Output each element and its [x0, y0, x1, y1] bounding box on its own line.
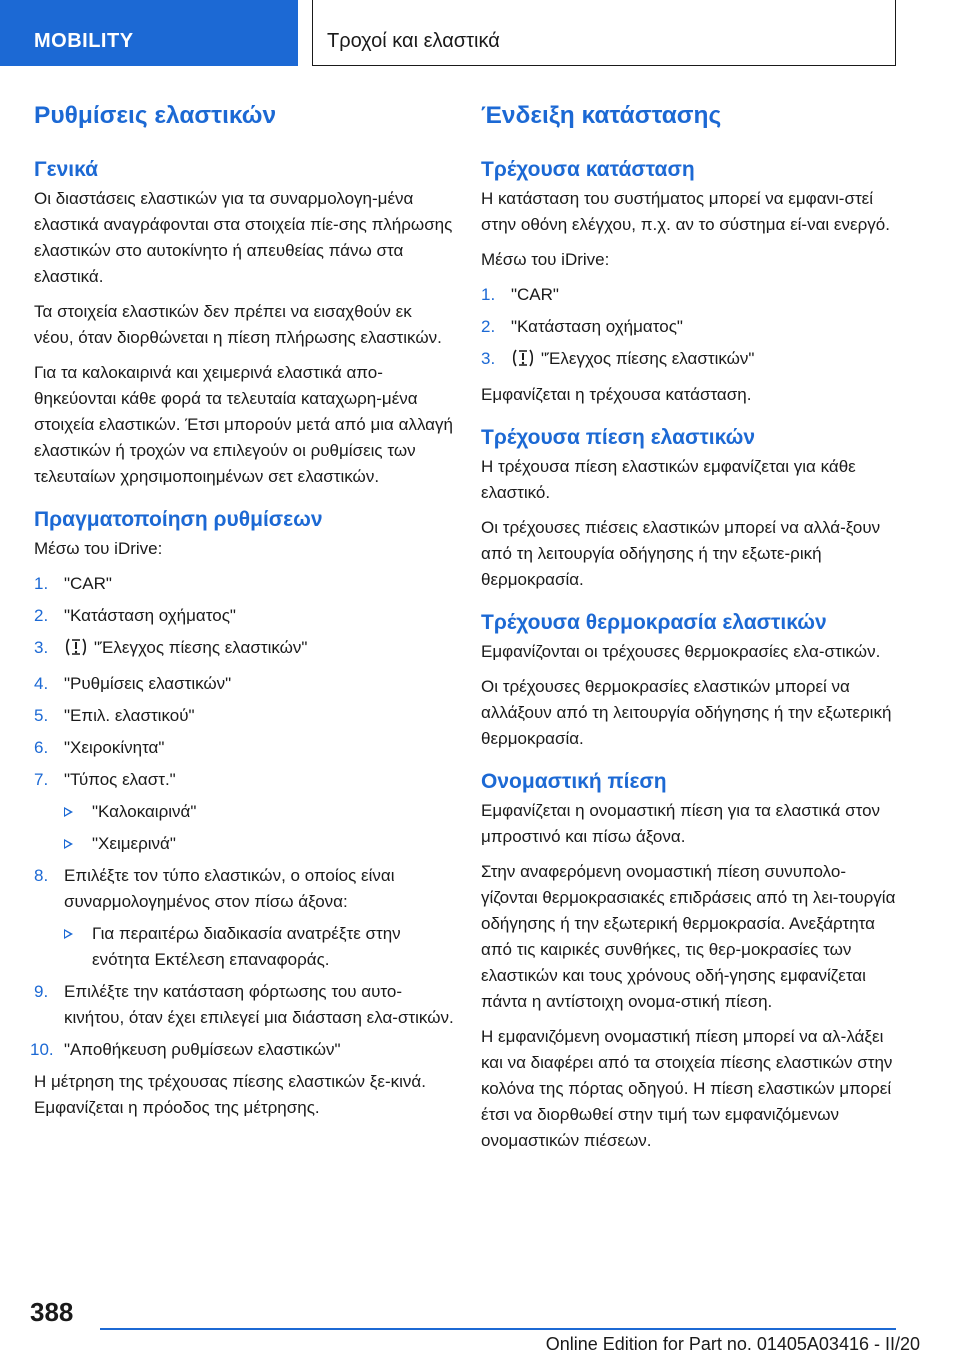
- step-number: 10.: [30, 1040, 54, 1059]
- section-tab: MOBILITY: [0, 0, 298, 66]
- paragraph: Η τρέχουσα πίεση ελαστικών εμφανίζεται για κάθε ελαστικό.: [481, 457, 856, 502]
- list-item: [34, 979, 454, 1031]
- step-number: 3.: [481, 349, 496, 368]
- paragraph: Οι τρέχουσες θερμοκρασίες ελαστικών μπορεί να αλλάξουν από τη λειτουργία οδήγησης ή την εξωτερική θερμοκρασία.: [481, 677, 892, 748]
- step-number: 1.: [481, 285, 496, 304]
- list-item: [34, 571, 454, 597]
- step-text: "CAR": [64, 574, 112, 593]
- edition-note: Online Edition for Part no. 01405A03416 - II/20: [545, 1334, 920, 1354]
- heading-perform-settings: Πραγματοποίηση ρυθμίσεων: [34, 508, 323, 531]
- heading-nominal-pressure: Ονομαστική πίεση: [481, 770, 667, 793]
- section-title-status-display: Ένδειξη κατάστασης: [481, 102, 722, 129]
- step-text: "Χειροκίνητα": [64, 738, 165, 757]
- sub-list-item: [64, 831, 454, 857]
- sub-item-text: Για περαιτέρω διαδικασία ανατρέξτε στην ενότητα Εκτέλεση επαναφοράς.: [92, 924, 401, 969]
- sub-list-item: [64, 799, 454, 825]
- paragraph: Στην αναφερόμενη ονομαστική πίεση συνυπολο-γίζονται θερμοκρασιακές επιδράσεις από τη λει-τουργία οδήγησης ή την εξωτερική θερμοκρασία. Ανεξάρτητα από τις καιρικές συνθήκες, τις θερ-μοκρασίες των ελαστικών και τους χρόνους οδή-γησης εμφανίζεται πάντα η αντίστοιχη ονομα-στική πίεση.: [481, 862, 896, 1011]
- step-text: "Τύπος ελαστ.": [64, 770, 176, 789]
- sub-item-text: "Καλοκαιρινά": [92, 802, 197, 821]
- tire-pressure-warning-icon: [511, 348, 535, 376]
- step-text: "Κατάσταση οχήματος": [511, 317, 683, 336]
- heading-current-pressure: Τρέχουσα πίεση ελαστικών: [481, 426, 755, 449]
- footer-divider: [100, 1328, 896, 1330]
- steps-list: [30, 571, 454, 1063]
- sub-list-item: [64, 921, 454, 973]
- list-item: [34, 635, 454, 665]
- step-number: 4.: [34, 674, 49, 693]
- heading-general: Γενικά: [34, 158, 99, 181]
- paragraph: Τα στοιχεία ελαστικών δεν πρέπει να εισαχθούν εκ νέου, όταν διορθώνεται η πίεση πλήρωσης ελαστικών.: [34, 302, 442, 347]
- sub-list: [64, 799, 454, 857]
- step-number: 5.: [34, 706, 49, 725]
- page-header: [0, 0, 960, 66]
- tire-pressure-warning-icon: [64, 637, 88, 665]
- list-item: [30, 1037, 454, 1063]
- triangle-bullet-icon: [64, 839, 73, 849]
- sub-item-text: "Χειμερινά": [92, 834, 176, 853]
- list-item: [34, 767, 454, 857]
- paragraph: Μέσω του iDrive:: [34, 539, 163, 558]
- step-number: 8.: [34, 866, 49, 885]
- sub-list: [64, 921, 454, 973]
- step-number: 7.: [34, 770, 49, 789]
- paragraph: Οι διαστάσεις ελαστικών για τα συναρμολογη-μένα ελαστικά αναγράφονται στα στοιχεία πίε-σης πλήρωσης ελαστικών στο αυτοκίνητο ή απευθείας πάνω στα ελαστικά.: [34, 189, 453, 286]
- list-item: [34, 671, 454, 697]
- step-number: 2.: [34, 606, 49, 625]
- steps-list: [481, 282, 901, 376]
- list-item: [481, 346, 901, 376]
- step-text: "Αποθήκευση ρυθμίσεων ελαστικών": [64, 1040, 341, 1059]
- paragraph: Εμφανίζεται η ονομαστική πίεση για τα ελαστικά στον μπροστινό και πίσω άξονα.: [481, 801, 881, 846]
- paragraph: Για τα καλοκαιρινά και χειμερινά ελαστικά απο-θηκεύονται κάθε φορά τα τελευταία καταχωρη-μένα στοιχεία ελαστικών. Έτσι μπορούν μετά από μια αλλαγή ελαστικών ή τροχών να επιλεγούν οι ρυθμίσεις των τελευταίων χρησιμοποιημένων σετ ελαστικών.: [34, 363, 453, 486]
- heading-current-temperature: Τρέχουσα θερμοκρασία ελαστικών: [481, 611, 827, 634]
- paragraph: Οι τρέχουσες πιέσεις ελαστικών μπορεί να αλλά-ξουν από τη λειτουργία οδήγησης ή την εξωτε-ρική θερμοκρασία.: [481, 518, 881, 589]
- section-title-tire-settings: Ρυθμίσεις ελαστικών: [34, 102, 277, 129]
- paragraph: Εμφανίζεται η τρέχουσα κατάσταση.: [481, 385, 752, 404]
- step-number: 2.: [481, 317, 496, 336]
- chapter-title: Τροχοί και ελαστικά: [312, 0, 896, 66]
- list-item: [34, 703, 454, 729]
- step-text: Επιλέξτε την κατάσταση φόρτωσης του αυτο-κινήτου, όταν έχει επιλεγεί μια διάσταση ελα-στικών.: [64, 982, 454, 1027]
- paragraph: Εμφανίζονται οι τρέχουσες θερμοκρασίες ελα-στικών.: [481, 642, 881, 661]
- right-column: [481, 100, 901, 1163]
- paragraph: Μέσω του iDrive:: [481, 250, 610, 269]
- list-item: [34, 863, 454, 973]
- paragraph: Η κατάσταση του συστήματος μπορεί να εμφανι-στεί στην οθόνη ελέγχου, π.χ. αν το σύστημα εί-ναι ενεργό.: [481, 189, 890, 234]
- triangle-bullet-icon: [64, 807, 73, 817]
- step-text: "CAR": [511, 285, 559, 304]
- list-item: [481, 314, 901, 340]
- heading-current-status: Τρέχουσα κατάσταση: [481, 158, 695, 181]
- step-text: "Έλεγχος πίεσης ελαστικών": [94, 638, 308, 657]
- triangle-bullet-icon: [64, 929, 73, 939]
- step-text: "Κατάσταση οχήματος": [64, 606, 236, 625]
- step-number: 6.: [34, 738, 49, 757]
- step-text: Επιλέξτε τον τύπο ελαστικών, ο οποίος είναι συναρμολογημένος στον πίσω άξονα:: [64, 866, 395, 911]
- paragraph: Η εμφανιζόμενη ονομαστική πίεση μπορεί να αλ-λάξει και να διαφέρει από τα στοιχεία πίεσης ελαστικών στην κολόνα της πόρτας οδηγού. Η πίεση ελαστικών μπορεί έτσι να διορθωθεί στην τιμή των εμφανιζόμενων ονομαστικών πιέσεων.: [481, 1027, 893, 1150]
- step-number: 1.: [34, 574, 49, 593]
- step-text: "Ρυθμίσεις ελαστικών": [64, 674, 232, 693]
- step-text: "Έλεγχος πίεσης ελαστικών": [541, 349, 755, 368]
- left-column: [30, 100, 454, 1130]
- page-number: 388: [30, 1297, 74, 1327]
- step-number: 9.: [34, 982, 49, 1001]
- list-item: [481, 282, 901, 308]
- list-item: [34, 735, 454, 761]
- step-number: 3.: [34, 638, 49, 657]
- step-text: "Επιλ. ελαστικού": [64, 706, 195, 725]
- list-item: [34, 603, 454, 629]
- paragraph: Η μέτρηση της τρέχουσας πίεσης ελαστικών ξε-κινά. Εμφανίζεται η πρόοδος της μέτρησης.: [34, 1072, 426, 1117]
